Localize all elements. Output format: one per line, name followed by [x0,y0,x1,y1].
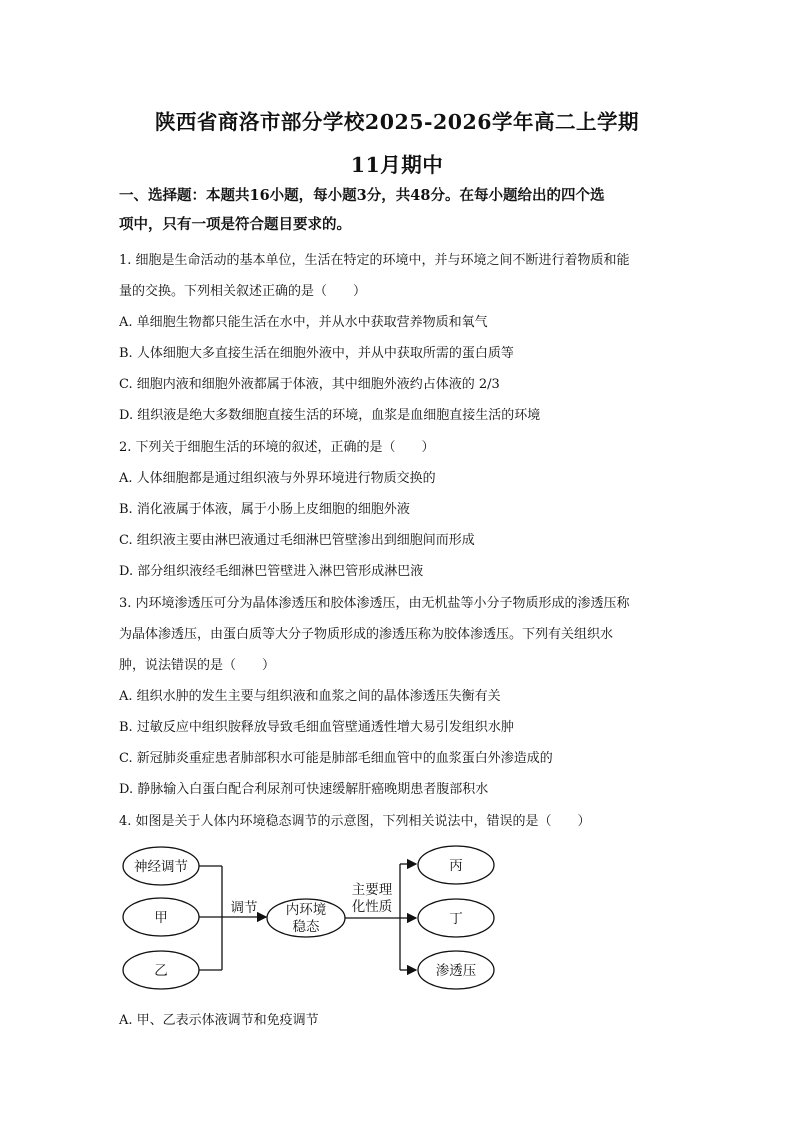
q3-stem-line2: 为晶体渗透压，由蛋白质等大分子物质形成的渗透压称为胶体渗透压。下列有关组织水 [119,627,614,642]
q4-stem: 4. 如图是关于人体内环境稳态调节的示意图，下列相关说法中，错误的是（ ） [119,814,591,829]
q1-option-a: A. 单细胞生物都只能生活在水中，并从水中获取营养物质和氧气 [119,315,488,330]
q2-option-a: A. 人体细胞都是通过组织液与外界环境进行物质交换的 [119,471,436,486]
node-homeostasis-label-line1: 内环境 [285,902,327,918]
q1-option-d: D. 组织液是绝大多数细胞直接生活的环境，血浆是血细胞直接生活的环境 [119,408,541,423]
regulation-arrow-label: 调节 [230,900,258,916]
document-title-line2: 11月期中 [350,153,444,177]
q3-stem-line3: 肿，说法错误的是（ ） [119,658,276,673]
q1-stem-line1: 1. 细胞是生命活动的基本单位，生活在特定的环境中，并与环境之间不断进行着物质和能 [119,253,630,268]
section-header [119,181,679,239]
q3-stem-line1: 3. 内环境渗透压可分为晶体渗透压和胶体渗透压，由无机盐等小分子物质形成的渗透压称 [119,596,630,611]
physicochemical-label-line1: 主要理 [351,882,393,898]
physicochemical-label-line2: 化性质 [351,899,393,915]
homeostasis-diagram [110,838,510,998]
section-header-line2: 项中，只有一项是符合题目要求的。 [119,216,351,233]
q2-stem: 2. 下列关于细胞生活的环境的叙述，正确的是（ ） [119,440,435,455]
node-osmotic-pressure-label: 渗透压 [435,963,477,979]
node-yi-label: 乙 [154,963,168,979]
q2-option-d: D. 部分组织液经毛细淋巴管壁进入淋巴管形成淋巴液 [119,564,424,579]
q1-stem-line2: 量的交换。下列相关叙述正确的是（ ） [119,284,367,299]
q2-option-b: B. 消化液属于体液，属于小肠上皮细胞的细胞外液 [119,502,410,517]
q1-option-c: C. 细胞内液和细胞外液都属于体液，其中细胞外液约占体液的 2/3 [119,377,500,392]
q1-option-b: B. 人体细胞大多直接生活在细胞外液中，并从中获取所需的蛋白质等 [119,346,514,361]
q2-option-c: C. 组织液主要由淋巴液通过毛细淋巴管壁渗出到细胞间而形成 [119,533,475,548]
node-neural-regulation-label: 神经调节 [134,859,188,875]
node-jia-label: 甲 [154,910,168,926]
section-header-line1: 一、选择题：本题共16小题，每小题3分，共48分。在每小题给出的四个选 [119,187,605,204]
document-title-line1: 陕西省商洛市部分学校2025-2026学年高二上学期 [154,110,640,134]
node-bing-label: 丙 [449,858,463,874]
q3-option-a: A. 组织水肿的发生主要与组织液和血浆之间的晶体渗透压失衡有关 [119,689,501,704]
q3-option-d: D. 静脉输入白蛋白配合利尿剂可快速缓解肝癌晚期患者腹部积水 [119,782,489,797]
node-homeostasis-label-line2: 稳态 [292,919,320,935]
q3-option-b: B. 过敏反应中组织胺释放导致毛细血管壁通透性增大易引发组织水肿 [119,720,514,735]
node-ding-label: 丁 [449,911,463,927]
q4-option-a: A. 甲、乙表示体液调节和免疫调节 [119,1013,319,1028]
q3-option-c: C. 新冠肺炎重症患者肺部积水可能是肺部毛细血管中的血浆蛋白外渗造成的 [119,751,553,766]
